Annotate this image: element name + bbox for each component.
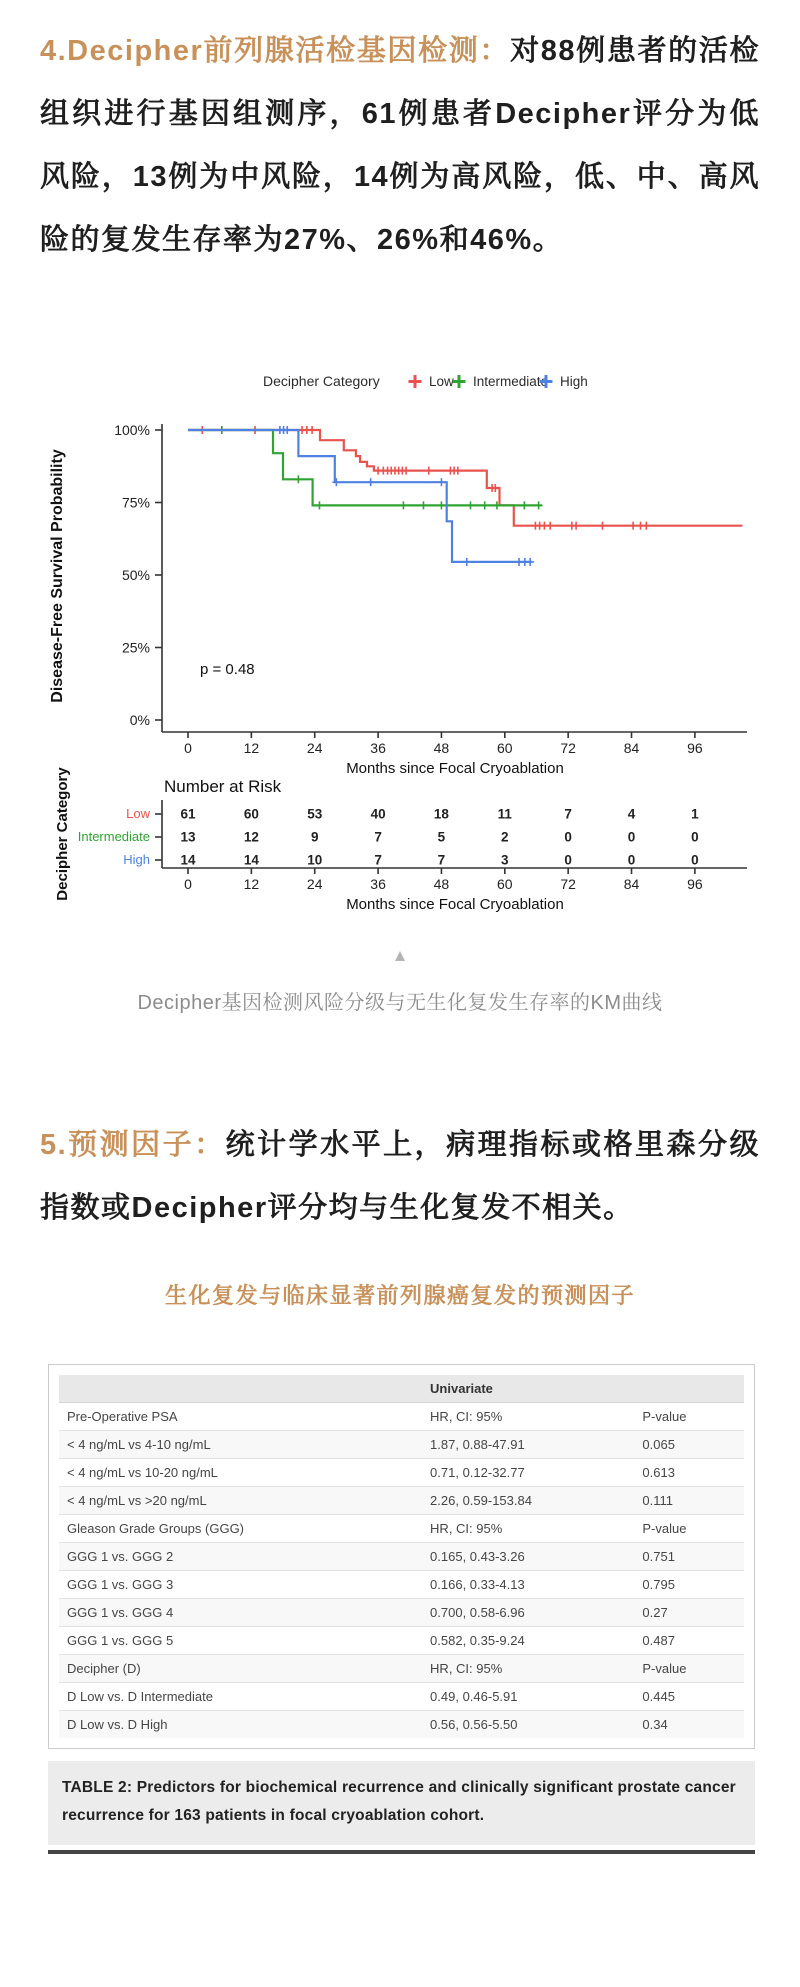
legend-title: Decipher Category xyxy=(263,373,380,389)
table-cell: 0.111 xyxy=(634,1487,744,1515)
paragraph-decipher-test xyxy=(0,0,800,272)
table-row xyxy=(59,1683,744,1711)
x-tick-label: 96 xyxy=(687,740,703,756)
risk-row-label-intermediate: Intermediate xyxy=(77,829,150,844)
censor-plus-icon xyxy=(454,467,462,475)
risk-count: 0 xyxy=(627,852,636,868)
x-tick-label: 60 xyxy=(497,740,513,756)
censor-plus-icon xyxy=(283,426,291,434)
table-cell: 0.49, 0.46-5.91 xyxy=(422,1683,634,1711)
table-cell: 0.445 xyxy=(634,1683,744,1711)
censor-plus-icon xyxy=(425,467,433,475)
censor-plus-icon xyxy=(520,501,528,509)
km-curve-high xyxy=(188,430,532,562)
risk-x-tick-label: 0 xyxy=(184,876,192,892)
table-row xyxy=(59,1403,744,1431)
risk-count: 10 xyxy=(307,852,323,868)
censor-plus-icon xyxy=(463,558,471,566)
header-cell-empty xyxy=(634,1375,744,1403)
y-axis-label: Disease-Free Survival Probability xyxy=(49,449,66,703)
table-cell: 1.87, 0.88-47.91 xyxy=(422,1431,634,1459)
table-row xyxy=(59,1571,744,1599)
legend-key-icon-low xyxy=(409,375,422,388)
risk-count: 14 xyxy=(243,852,259,868)
risk-count: 61 xyxy=(180,806,196,822)
censor-plus-icon xyxy=(466,501,474,509)
risk-row-label-high: High xyxy=(123,852,150,867)
censor-marks-low xyxy=(198,426,650,530)
legend-label-low: Low xyxy=(429,374,454,389)
risk-x-tick-label: 24 xyxy=(306,876,323,892)
table-cell: D Low vs. D Intermediate xyxy=(59,1683,422,1711)
risk-count: 4 xyxy=(627,806,636,822)
table-cell: 0.56, 0.56-5.50 xyxy=(422,1711,634,1739)
y-tick-label: 25% xyxy=(121,639,150,656)
predictor-table-title: 生化复发与临床显著前列腺癌复发的预测因子 xyxy=(164,1283,635,1308)
censor-plus-icon xyxy=(481,501,489,509)
km-survival-figure xyxy=(0,276,800,938)
risk-count: 53 xyxy=(307,806,323,822)
risk-x-tick-label: 60 xyxy=(497,876,513,892)
table-cell: 0.751 xyxy=(634,1543,744,1571)
risk-count: 0 xyxy=(564,852,572,868)
table-row xyxy=(59,1711,744,1739)
censor-plus-icon xyxy=(315,501,323,509)
risk-count: 7 xyxy=(374,852,382,868)
p-value-annotation: p = 0.48 xyxy=(200,661,255,678)
censor-plus-icon xyxy=(437,478,445,486)
risk-count: 18 xyxy=(433,806,449,822)
risk-x-tick-label: 96 xyxy=(687,876,703,892)
censor-plus-icon xyxy=(437,501,445,509)
risk-row-label-low: Low xyxy=(126,806,150,821)
censor-marks-intermediate xyxy=(218,426,543,509)
y-tick-label: 75% xyxy=(121,494,150,511)
table-cell: GGG 1 vs. GGG 4 xyxy=(59,1599,422,1627)
risk-count: 0 xyxy=(691,829,699,845)
censor-plus-icon xyxy=(629,522,637,530)
table-cell: Decipher (D) xyxy=(59,1655,422,1683)
km-curve-intermediate xyxy=(188,430,542,505)
caption-triangle-icon: ▲ xyxy=(391,946,409,965)
figure-caption: Decipher基因检测风险分级与无生化复发生存率的KM曲线 xyxy=(137,992,663,1014)
legend-key-icon-intermediate xyxy=(453,375,466,388)
risk-count: 40 xyxy=(370,806,386,822)
risk-count: 5 xyxy=(437,829,446,845)
table-cell: Gleason Grade Groups (GGG) xyxy=(59,1515,422,1543)
table-cell: 0.71, 0.12-32.77 xyxy=(422,1459,634,1487)
censor-plus-icon xyxy=(535,501,543,509)
censor-plus-icon xyxy=(367,478,375,486)
censor-plus-icon xyxy=(642,522,650,530)
table-row xyxy=(59,1487,744,1515)
table-cell: < 4 ng/mL vs 4-10 ng/mL xyxy=(59,1431,422,1459)
y-tick-label: 0% xyxy=(129,712,150,728)
km-curve-low xyxy=(188,430,742,526)
table-header-row xyxy=(59,1375,744,1403)
table-row xyxy=(59,1459,744,1487)
table-cell: 0.487 xyxy=(634,1627,744,1655)
risk-count: 0 xyxy=(627,829,636,845)
censor-plus-icon xyxy=(598,522,606,530)
censor-plus-icon xyxy=(526,558,534,566)
risk-count: 14 xyxy=(180,852,196,868)
risk-count: 11 xyxy=(497,806,512,822)
table-cell: 0.165, 0.43-3.26 xyxy=(422,1543,634,1571)
table-cell: < 4 ng/mL vs 10-20 ng/mL xyxy=(59,1459,422,1487)
x-axis-label: Months since Focal Cryoablation xyxy=(346,760,564,777)
legend-label-intermediate: Intermediate xyxy=(473,374,549,389)
y-tick-label: 100% xyxy=(114,422,150,438)
x-tick-label: 0 xyxy=(184,740,192,756)
x-tick-label: 12 xyxy=(243,740,260,756)
censor-plus-icon xyxy=(402,467,410,475)
section-5-heading: 5.预测因子： xyxy=(40,1129,226,1161)
predictor-table-card xyxy=(48,1364,755,1749)
table-cell: 0.582, 0.35-9.24 xyxy=(422,1627,634,1655)
header-cell-empty xyxy=(59,1375,422,1403)
table-footnote: TABLE 2: Predictors for biochemical recurrence and clinically significant prostate cancer recurrence for 163 patients in focal cryoablation cohort. xyxy=(48,1761,755,1845)
predictor-table-body xyxy=(59,1403,744,1739)
risk-count: 9 xyxy=(310,829,319,845)
risk-count: 0 xyxy=(564,829,572,845)
risk-count: 7 xyxy=(564,806,572,822)
section-5-body: 统计学水平上，病理指标或格里森分级指数或Decipher评分均与生化复发不相关。 xyxy=(40,1129,760,1224)
risk-count: 0 xyxy=(691,852,699,868)
risk-count: 12 xyxy=(243,829,259,845)
predictor-table xyxy=(59,1375,744,1738)
table-cell: GGG 1 vs. GGG 3 xyxy=(59,1571,422,1599)
paragraph-predictors xyxy=(0,1114,800,1240)
table-cell: < 4 ng/mL vs >20 ng/mL xyxy=(59,1487,422,1515)
header-cell-univariate: Univariate xyxy=(422,1375,634,1403)
censor-plus-icon xyxy=(572,522,580,530)
legend-label-high: High xyxy=(560,374,588,389)
x-tick-label: 72 xyxy=(560,740,576,756)
censor-plus-icon xyxy=(332,478,340,486)
table-cell: D Low vs. D High xyxy=(59,1711,422,1739)
chart-legend xyxy=(263,373,588,389)
table-cell: 0.795 xyxy=(634,1571,744,1599)
table-row xyxy=(59,1515,744,1543)
x-tick-label: 48 xyxy=(433,740,450,756)
table-row xyxy=(59,1655,744,1683)
table-cell: 0.166, 0.33-4.13 xyxy=(422,1571,634,1599)
x-tick-label: 84 xyxy=(623,740,640,756)
risk-count: 1 xyxy=(691,806,699,822)
table-cell: P-value xyxy=(634,1655,744,1683)
risk-x-tick-label: 12 xyxy=(243,876,260,892)
table-cell: 0.065 xyxy=(634,1431,744,1459)
censor-plus-icon xyxy=(419,501,427,509)
risk-x-tick-label: 48 xyxy=(433,876,450,892)
y-tick-label: 50% xyxy=(121,567,150,583)
table-cell: 0.700, 0.58-6.96 xyxy=(422,1599,634,1627)
table-cell: Pre-Operative PSA xyxy=(59,1403,422,1431)
censor-plus-icon xyxy=(308,426,316,434)
risk-x-tick-label: 84 xyxy=(623,876,640,892)
bottom-double-rule xyxy=(48,1850,755,1854)
table-cell: GGG 1 vs. GGG 2 xyxy=(59,1543,422,1571)
risk-count: 7 xyxy=(374,829,382,845)
table-row xyxy=(59,1599,744,1627)
table-cell: 2.26, 0.59-153.84 xyxy=(422,1487,634,1515)
table-cell: HR, CI: 95% xyxy=(422,1655,634,1683)
risk-count: 3 xyxy=(501,852,509,868)
km-survival-chart xyxy=(35,276,775,938)
risk-x-tick-label: 36 xyxy=(370,876,386,892)
x-tick-label: 36 xyxy=(370,740,386,756)
table-row xyxy=(59,1543,744,1571)
censor-plus-icon xyxy=(546,522,554,530)
section-4-body: 对88例患者的活检组织进行基因组测序，61例患者Decipher评分为低风险，13例为中风险，14例为高风险，低、中、高风险的复发生存率为27%、26%和46%。 xyxy=(40,35,760,256)
table-row xyxy=(59,1431,744,1459)
risk-count: 2 xyxy=(501,829,509,845)
risk-axis-label: Decipher Category xyxy=(54,767,71,901)
censor-marks-high xyxy=(276,426,534,566)
table-cell: HR, CI: 95% xyxy=(422,1515,634,1543)
table-cell: 0.613 xyxy=(634,1459,744,1487)
risk-table-title: Number at Risk xyxy=(164,777,282,796)
table-cell: 0.34 xyxy=(634,1711,744,1739)
table-cell: 0.27 xyxy=(634,1599,744,1627)
table-cell: P-value xyxy=(634,1515,744,1543)
censor-plus-icon xyxy=(294,475,302,483)
x-tick-label: 24 xyxy=(306,740,323,756)
risk-count: 7 xyxy=(437,852,446,868)
risk-x-tick-label: 72 xyxy=(560,876,576,892)
table-row xyxy=(59,1627,744,1655)
risk-x-axis-label: Months since Focal Cryoablation xyxy=(346,896,564,913)
table-cell: GGG 1 vs. GGG 5 xyxy=(59,1627,422,1655)
table-cell: HR, CI: 95% xyxy=(422,1403,634,1431)
table-cell: P-value xyxy=(634,1403,744,1431)
risk-count: 60 xyxy=(243,806,259,822)
risk-count: 13 xyxy=(180,829,196,845)
section-4-heading: 4.Decipher前列腺活检基因检测： xyxy=(40,35,511,67)
censor-plus-icon xyxy=(399,501,407,509)
